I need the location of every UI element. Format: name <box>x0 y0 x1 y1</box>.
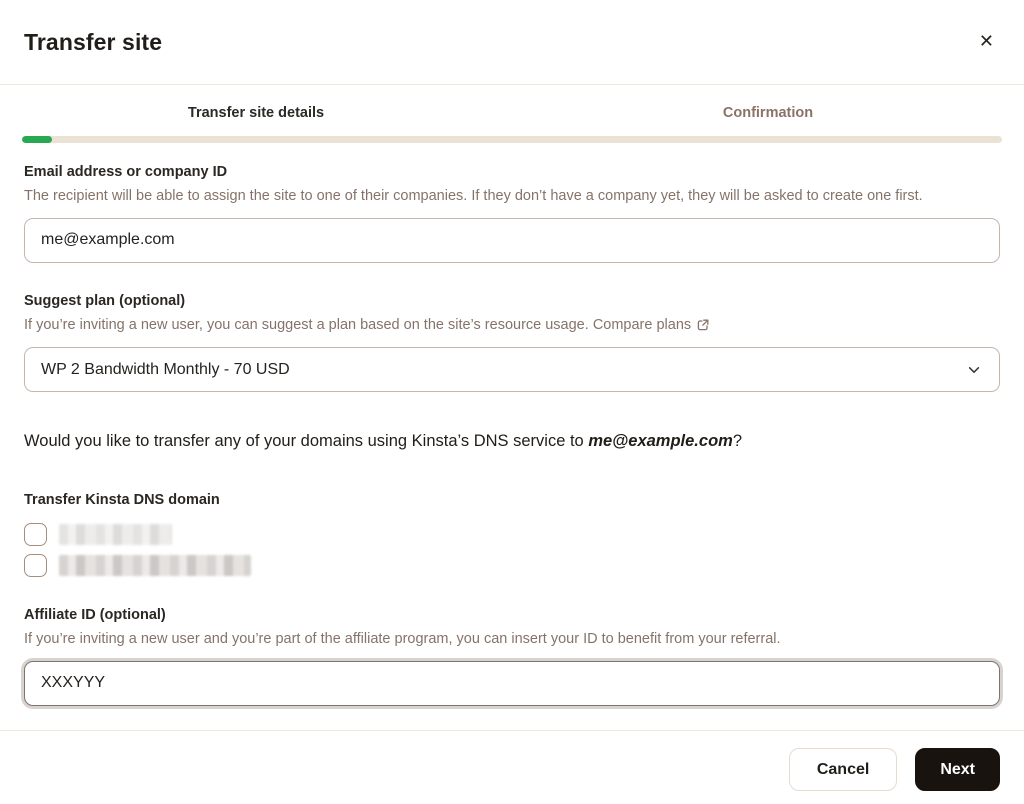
page-title: Transfer site <box>24 28 163 55</box>
affiliate-id-input[interactable] <box>24 661 1000 706</box>
next-button[interactable]: Next <box>915 748 1000 791</box>
plan-select-value: WP 2 Bandwidth Monthly - 70 USD <box>41 360 290 378</box>
email-field-label: Email address or company ID <box>24 164 228 180</box>
redacted-domain-name-2 <box>59 555 251 576</box>
question-suffix: ? <box>732 432 743 451</box>
step-confirmation: Confirmation <box>722 105 814 121</box>
progress-fill <box>22 136 52 143</box>
affiliate-field-label: Affiliate ID (optional) <box>24 607 166 624</box>
external-link-icon <box>697 319 709 331</box>
plan-field-group <box>24 293 1000 393</box>
plan-field-description <box>24 316 1000 336</box>
compare-plans-label: Compare plans <box>592 316 692 333</box>
chevron-down-icon <box>967 363 981 377</box>
question-recipient-email: me@example.com <box>588 432 733 451</box>
dns-domain-checkbox-2[interactable] <box>24 554 47 577</box>
progress-bar <box>22 136 1002 143</box>
modal-header <box>0 0 1024 85</box>
plan-select[interactable] <box>24 347 1000 392</box>
dns-domain-checkbox-1[interactable] <box>24 523 47 546</box>
close-icon[interactable]: ✕ <box>975 29 998 55</box>
plan-field-label: Suggest plan (optional) <box>24 292 186 309</box>
dns-domain-list <box>24 523 1000 577</box>
dns-domain-row <box>24 523 1000 546</box>
dns-domains-label: Transfer Kinsta DNS domain <box>24 492 220 509</box>
step-transfer-site-details: Transfer site details <box>187 105 325 121</box>
compare-plans-link[interactable] <box>593 316 709 336</box>
modal-body <box>0 143 1024 730</box>
plan-description-text: If you’re inviting a new user, you can suggest a plan based on the site’s resource usage. <box>24 316 593 333</box>
question-prefix: Would you like to transfer any of your domains using Kinsta’s DNS service to <box>24 432 589 451</box>
cancel-button[interactable]: Cancel <box>789 748 897 791</box>
dns-domains-group <box>24 492 1000 577</box>
email-or-company-id-input[interactable] <box>24 218 1000 263</box>
email-field-description: The recipient will be able to assign the site to one of their companies. If they don’t have a company yet, they will be asked to create one first. <box>24 188 923 204</box>
affiliate-field-description: If you’re inviting a new user and you’re part of the affiliate program, you can insert your ID to benefit from your referral. <box>24 631 781 648</box>
redacted-domain-name-1 <box>59 524 172 545</box>
modal-footer <box>0 730 1024 804</box>
dns-transfer-question <box>24 430 1000 453</box>
wizard-steps <box>0 105 1024 121</box>
affiliate-field-group <box>24 607 1000 706</box>
dns-domain-row <box>24 554 1000 577</box>
email-field-group <box>24 164 1000 263</box>
